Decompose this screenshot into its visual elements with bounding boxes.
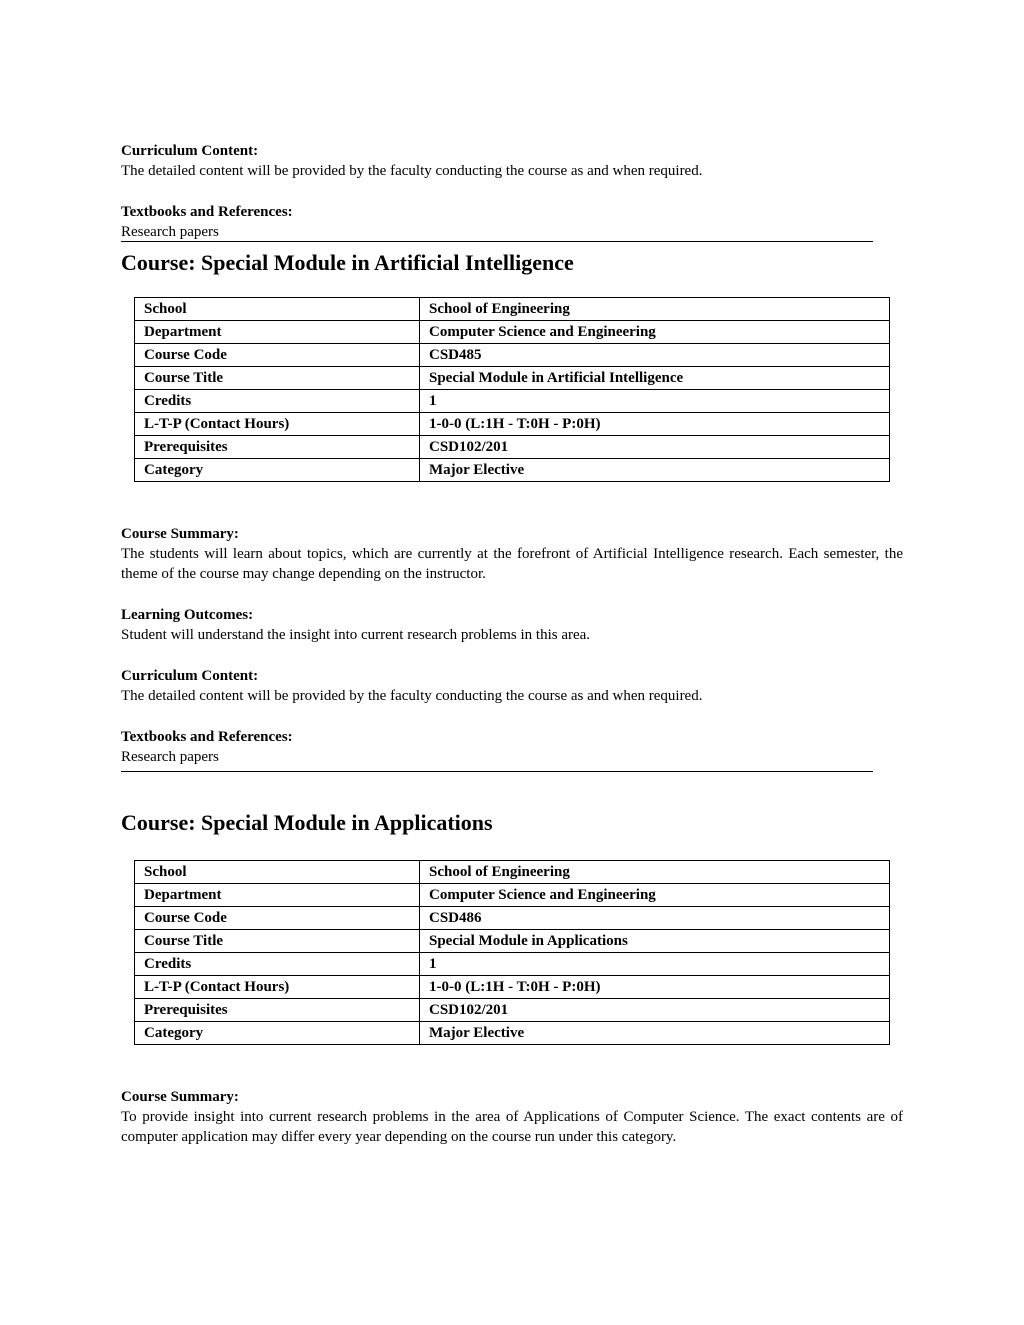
field-value: CSD102/201	[420, 436, 890, 459]
field-value: School of Engineering	[420, 861, 890, 884]
table-row	[135, 298, 890, 321]
field-label: L-T-P (Contact Hours)	[135, 413, 420, 436]
textbooks-text: Research papers	[121, 749, 219, 765]
table-row	[135, 930, 890, 953]
field-value: Major Elective	[420, 459, 890, 482]
field-value: 1	[420, 953, 890, 976]
field-value: School of Engineering	[420, 298, 890, 321]
course-summary-text: The students will learn about topics, which are currently at the forefront of Artificial Intelligence research. Each semester, the theme of the course may change depending on the instructor.	[121, 546, 903, 582]
table-row	[135, 861, 890, 884]
field-value: Special Module in Artificial Intelligence	[420, 367, 890, 390]
course-summary-text: To provide insight into current research problems in the area of Applications of Computer Science. The exact contents are of computer application may differ every year depending on the course run under this category.	[121, 1109, 903, 1145]
course-title-heading: Course: Special Module in Applications	[121, 810, 493, 835]
course-info-table	[134, 297, 890, 482]
table-row	[135, 884, 890, 907]
field-label: School	[135, 861, 420, 884]
course-summary-heading: Course Summary:	[121, 1089, 239, 1105]
field-label: Category	[135, 1022, 420, 1045]
table-row	[135, 459, 890, 482]
field-value: CSD102/201	[420, 999, 890, 1022]
field-value: 1-0-0 (L:1H - T:0H - P:0H)	[420, 976, 890, 999]
table-row	[135, 976, 890, 999]
field-value: CSD485	[420, 344, 890, 367]
curriculum-text: The detailed content will be provided by the faculty conducting the course as and when required.	[121, 688, 703, 704]
field-label: School	[135, 298, 420, 321]
field-label: Department	[135, 884, 420, 907]
field-value: Computer Science and Engineering	[420, 884, 890, 907]
field-label: Department	[135, 321, 420, 344]
table-row	[135, 1022, 890, 1045]
textbooks-text: Research papers	[121, 224, 219, 240]
curriculum-heading: Curriculum Content:	[121, 143, 259, 159]
course-summary-heading: Course Summary:	[121, 526, 239, 542]
table-row	[135, 436, 890, 459]
table-row	[135, 321, 890, 344]
table-row	[135, 390, 890, 413]
document-page	[121, 141, 903, 1147]
field-label: Prerequisites	[135, 999, 420, 1022]
field-label: Prerequisites	[135, 436, 420, 459]
field-label: Course Title	[135, 367, 420, 390]
learning-outcomes-text: Student will understand the insight into current research problems in this area.	[121, 627, 591, 643]
learning-outcomes-heading: Learning Outcomes:	[121, 607, 254, 623]
table-row	[135, 367, 890, 390]
textbooks-heading: Textbooks and References:	[121, 729, 293, 745]
field-label: Credits	[135, 390, 420, 413]
table-row	[135, 413, 890, 436]
table-row	[135, 907, 890, 930]
table-row	[135, 953, 890, 976]
textbooks-heading: Textbooks and References:	[121, 204, 293, 220]
field-label: Course Title	[135, 930, 420, 953]
field-value: Major Elective	[420, 1022, 890, 1045]
curriculum-text: The detailed content will be provided by the faculty conducting the course as and when required.	[121, 163, 703, 179]
course-info-table	[134, 860, 890, 1045]
field-value: 1	[420, 390, 890, 413]
curriculum-heading: Curriculum Content:	[121, 668, 259, 684]
field-label: Course Code	[135, 344, 420, 367]
field-value: CSD486	[420, 907, 890, 930]
table-row	[135, 344, 890, 367]
table-row	[135, 999, 890, 1022]
field-label: Course Code	[135, 907, 420, 930]
field-value: Computer Science and Engineering	[420, 321, 890, 344]
field-label: Credits	[135, 953, 420, 976]
course-title-heading: Course: Special Module in Artificial Intelligence	[121, 250, 574, 275]
field-label: Category	[135, 459, 420, 482]
field-value: 1-0-0 (L:1H - T:0H - P:0H)	[420, 413, 890, 436]
field-label: L-T-P (Contact Hours)	[135, 976, 420, 999]
field-value: Special Module in Applications	[420, 930, 890, 953]
